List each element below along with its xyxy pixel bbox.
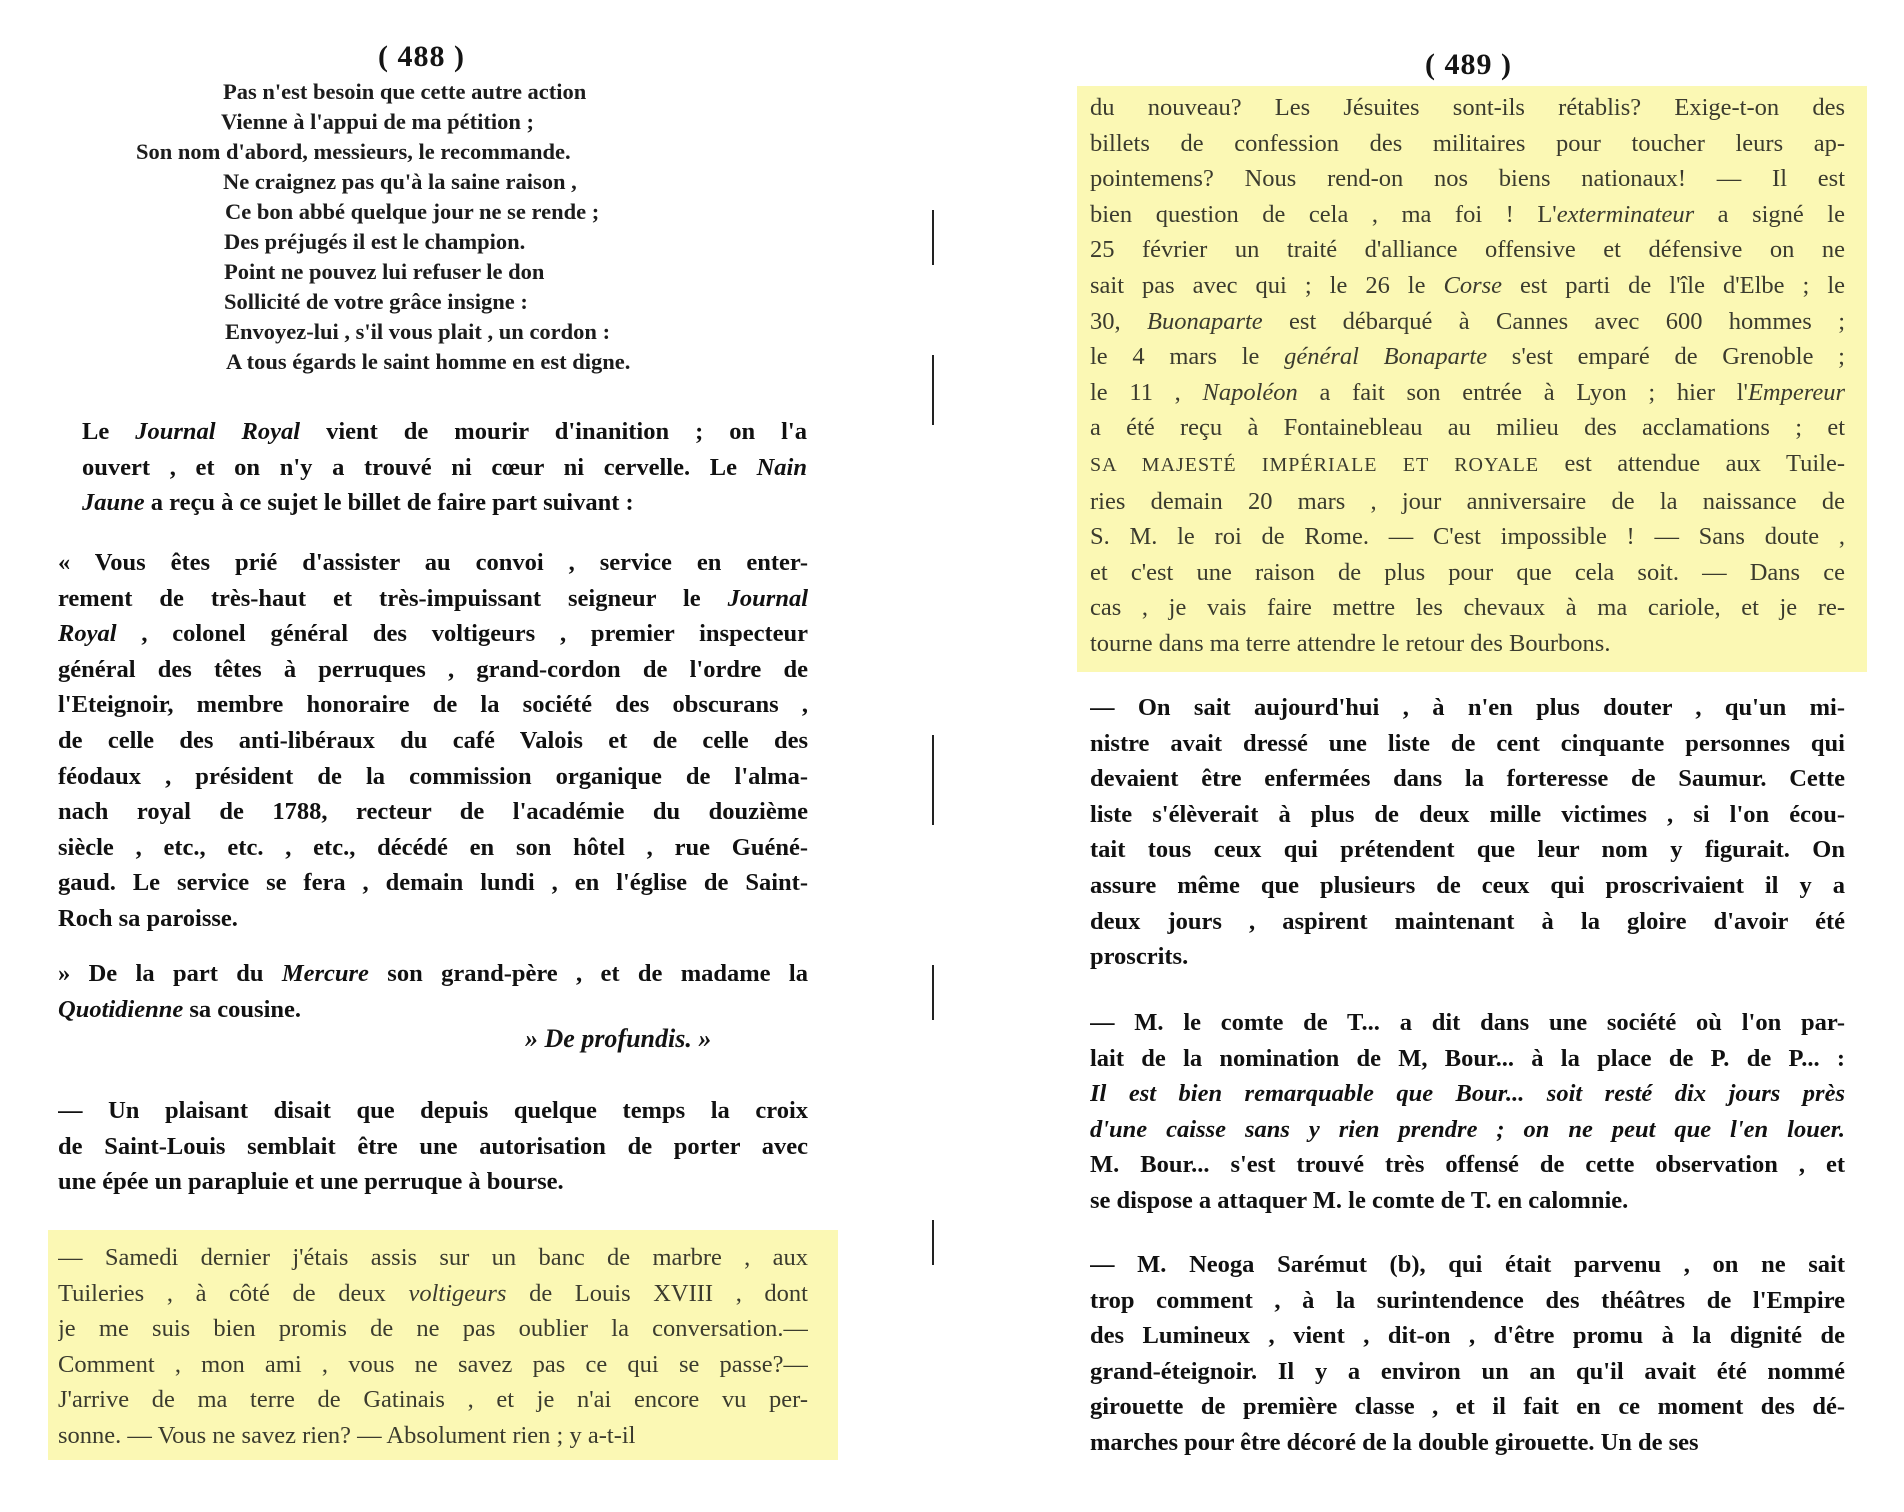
text-run: marches pour être décoré de la double girouette. Un de ses [1090,1428,1699,1456]
text-line [1090,304,1845,340]
text-run: assure même que plusieurs de ceux qui proscrivaient il y a [1090,871,1845,899]
text-run: « Vous êtes prié d'assister au convoi , service en enter- [58,549,808,576]
text-line [1090,626,1845,662]
text-line [1090,1183,1845,1219]
text-run: 25 février un traité d'alliance offensive et défensive on ne [1090,236,1845,264]
ministre-paragraph [1090,690,1845,975]
text-run: sonne. — Vous ne savez rien? — Absolument rien ; y a-t-il [58,1421,636,1449]
italic-run: exterminateur [1556,200,1695,228]
italic-run: Corse [1443,271,1503,299]
text-line [1090,1354,1845,1390]
text-run: billets de confession des militaires pour toucher leurs ap- [1090,129,1845,157]
text-line [1090,726,1845,762]
text-line [58,759,808,795]
text-run: a été reçu à Fontainebleau au milieu des acclamations ; et [1090,414,1845,442]
text-line [58,1347,808,1383]
poem [130,77,730,377]
text-line [1090,268,1845,304]
text-line [58,1240,808,1276]
poem-line: Sollicité de votre grâce insigne : [224,289,528,314]
text-run: est parti de l'île d'Elbe ; le [1502,271,1845,299]
text-line [58,1382,808,1418]
left-page [0,0,900,1512]
text-line [1090,690,1845,726]
text-line [1090,555,1845,591]
text-line [1090,590,1845,626]
text-run: et c'est une raison de plus pour que cela soit. — Dans ce [1090,558,1845,586]
poem-line: Vienne à l'appui de ma pétition ; [221,109,534,134]
text-run: le 4 mars le [1090,343,1285,371]
text-run: girouette de première classe , et il fait en ce moment des dé- [1090,1393,1845,1421]
text-run: féodaux , président de la commission organique de l'alma- [58,762,808,790]
text-line [58,1129,808,1165]
gutter-mark [932,210,934,265]
italic-run: Royal [58,620,117,648]
nouveau-paragraph [1090,90,1845,662]
text-line [58,723,808,759]
text-run: deux jours , aspirent maintenant à la gloire d'avoir été [1090,907,1845,935]
gutter-mark [932,1220,934,1265]
text-run: S. M. le roi de Rome. — C'est impossible ! — Sans doute , [1090,523,1845,551]
page-number: ( 488 ) [378,40,465,73]
text-line [82,485,807,521]
comte-paragraph [1090,1005,1845,1219]
text-line [1090,126,1845,162]
text-run: Tuileries , à côté de deux [58,1279,409,1307]
text-run: son grand-père , et de madame la [368,960,808,987]
text-line [58,687,808,723]
text-run: tait tous ceux qui prétendent que leur nom y figurait. On [1090,836,1845,864]
text-run: — On sait aujourd'hui , à n'en plus douter , qu'un mi- [1090,694,1845,721]
gutter-mark [932,965,934,1020]
text-run: est débarqué à Cannes avec 600 hommes ; [1262,307,1845,335]
text-line [1090,797,1845,833]
italic-run: Jaune [82,489,145,517]
text-run: Comment , mon ami , vous ne savez pas ce qui se passe?— [58,1350,808,1378]
text-line [58,1418,808,1454]
text-line [1090,1005,1845,1041]
text-run: une épée un parapluie et une perruque à bourse. [58,1168,564,1196]
italic-run: Journal Royal [135,418,301,445]
text-run: devaient être enfermées dans la forteresse de Saumur. Cette [1090,765,1845,793]
text-run: ouvert , et on n'y a trouvé ni cœur ni cervelle. Le [82,453,757,481]
italic-run: voltigeurs [408,1279,507,1307]
page-number: ( 489 ) [1425,48,1512,81]
text-run: — Un plaisant disait que depuis quelque temps la croix [58,1097,808,1124]
gutter-mark [932,355,934,425]
text-run: trop comment , à la surintendence des théâtres de l'Empire [1090,1286,1845,1314]
poem-line: Ne craignez pas qu'à la saine raison , [223,169,577,194]
text-run: liste s'élèverait à plus de deux mille victimes , si l'on écou- [1090,800,1845,828]
text-line [1090,832,1845,868]
poem-line: Ce bon abbé quelque jour ne se rende ; [225,199,600,224]
samedi-paragraph [58,1240,808,1454]
text-line [1090,232,1845,268]
text-run: , colonel général des voltigeurs , premier inspecteur [116,620,808,648]
gutter-mark [932,735,934,825]
text-run: je me suis bien promis de ne pas oublier la conversation.— [58,1315,808,1343]
text-line [58,865,808,901]
text-line [1090,484,1845,520]
italic-run: Mercure [281,960,369,987]
text-run: Le [82,418,136,445]
text-run: se dispose a attaquer M. le comte de T. en calomnie. [1090,1186,1629,1214]
text-line [58,1164,808,1200]
text-run: siècle , etc., etc. , etc., décédé en son hôtel , rue Guéné- [58,833,808,861]
italic-run: Il est bien remarquable que Bour... soit resté dix jours près [1090,1080,1845,1108]
text-run: rement de très-haut et très-impuissant seigneur le [58,584,728,612]
text-run: tourne dans ma terre attendre le retour des Bourbons. [1090,629,1611,657]
text-line [82,450,807,486]
text-run: est attendue aux Tuile- [1539,449,1845,477]
text-run: sait pas avec qui ; le 26 le [1090,271,1444,299]
text-line [1090,1147,1845,1183]
text-run: général des têtes à perruques , grand-cordon de l'ordre de [58,655,808,683]
text-run: le 11 , [1090,378,1203,406]
text-run: a reçu à ce sujet le billet de faire part suivant : [144,489,634,517]
poem-line: Pas n'est besoin que cette autre action [223,79,587,104]
text-line [1090,1283,1845,1319]
text-line [1090,197,1845,233]
text-run: a fait son entrée à Lyon ; hier l' [1297,378,1748,406]
text-run: du nouveau? Les Jésuites sont-ils rétablis? Exige-t-on des [1090,94,1845,121]
text-run: vient de mourir d'inanition ; on l'a [300,418,807,445]
text-run: J'arrive de ma terre de Gatinais , et je n'ai encore vu per- [58,1386,808,1414]
text-run: s'est emparé de Grenoble ; [1487,343,1845,371]
poem-line: Son nom d'abord, messieurs, le recommande. [136,139,571,164]
text-line [1090,410,1845,446]
text-line [1090,868,1845,904]
italic-run: d'une caisse sans y rien prendre ; on ne peut que l'en louer. [1090,1115,1845,1143]
text-run: proscrits. [1090,943,1189,971]
text-run: — Samedi dernier j'étais assis sur un banc de marbre , aux [58,1244,808,1271]
text-run: lait de la nomination de M, Bour... à la place de P. de P... : [1090,1044,1845,1072]
poem-line: Point ne pouvez lui refuser le don [224,259,545,284]
italic-run: général Bonaparte [1284,343,1488,371]
text-run: pointemens? Nous rend-on nos biens nationaux! — Il est [1090,165,1845,193]
italic-run: Journal [727,584,808,612]
text-run: l'Eteignoir, membre honoraire de la société des obscurans , [58,691,808,719]
plaisant-paragraph [58,1093,808,1200]
text-line [1090,1041,1845,1077]
text-line [58,545,808,581]
text-line [1090,939,1845,975]
italic-run: Nain [756,453,807,481]
text-run: a signé le [1694,200,1845,228]
text-run: gaud. Le service se fera , demain lundi , en l'église de Saint- [58,869,808,897]
text-line [82,414,807,450]
mercure-paragraph [58,956,808,1027]
text-run: sa cousine. [183,995,302,1023]
text-run: de celle des anti-libéraux du café Valois et de celle des [58,726,808,754]
text-line [1090,339,1845,375]
text-line [1090,1247,1845,1283]
text-line [1090,90,1845,126]
text-line [1090,1112,1845,1148]
text-line [58,1093,808,1129]
text-line [58,901,808,937]
text-run: bien question de cela , ma foi ! L' [1090,200,1557,228]
text-line [1090,161,1845,197]
text-line [58,956,808,992]
text-line [58,1311,808,1347]
text-line [1090,1318,1845,1354]
text-run: — M. le comte de T... a dit dans une société où l'on par- [1090,1009,1845,1036]
text-run: Roch sa paroisse. [58,904,238,932]
text-line [1090,375,1845,411]
text-line [1090,1389,1845,1425]
poem-line: Des préjugés il est le champion. [224,229,526,254]
text-line [1090,446,1845,484]
text-line [58,992,808,1028]
italic-run: Quotidienne [58,995,184,1023]
text-line [58,794,808,830]
text-line [1090,519,1845,555]
small-caps-run: SA MAJESTÉ IMPÉRIALE ET ROYALE [1090,453,1540,476]
poem-line: Envoyez-lui , s'il vous plait , un cordon : [225,319,611,344]
text-line [1090,904,1845,940]
text-run: ries demain 20 mars , jour anniversaire de la naissance de [1090,487,1845,515]
text-run: grand-éteignoir. Il y a environ un an qu'il avait été nommé [1090,1357,1845,1385]
text-run: de Louis XVIII , dont [506,1279,808,1307]
text-run: » De la part du [58,960,282,987]
text-run: — M. Neoga Sarémut (b), qui était parvenu , on ne sait [1090,1251,1845,1278]
text-run: des Lumineux , vient , dit-on , d'être promu à la dignité de [1090,1322,1845,1350]
text-line [58,652,808,688]
neoga-paragraph [1090,1247,1845,1461]
text-run: de Saint-Louis semblait être une autorisation de porter avec [58,1132,808,1160]
italic-run: Buonaparte [1146,307,1263,335]
italic-run: Napoléon [1202,378,1298,406]
text-run: M. Bour... s'est trouvé très offensé de cette observation , et [1090,1151,1845,1179]
text-line [58,1276,808,1312]
text-line [58,616,808,652]
text-line [58,830,808,866]
journal-royal-paragraph [82,414,807,521]
text-run: cas , je vais faire mettre les chevaux à ma cariole, et je re- [1090,594,1845,622]
text-line [1090,1425,1845,1461]
italic-run: Empereur [1747,378,1845,406]
text-run: nistre avait dressé une liste de cent cinquante personnes qui [1090,729,1845,757]
signature-de-profundis: » De profundis. » [525,1024,712,1053]
text-line [1090,761,1845,797]
text-line [58,581,808,617]
poem-line: A tous égards le saint homme en est digne. [226,349,631,374]
text-run: nach royal de 1788, recteur de l'académie du douzième [58,798,808,826]
text-line [1090,1076,1845,1112]
text-run: 30, [1090,307,1147,335]
invitation-paragraph [58,545,808,937]
